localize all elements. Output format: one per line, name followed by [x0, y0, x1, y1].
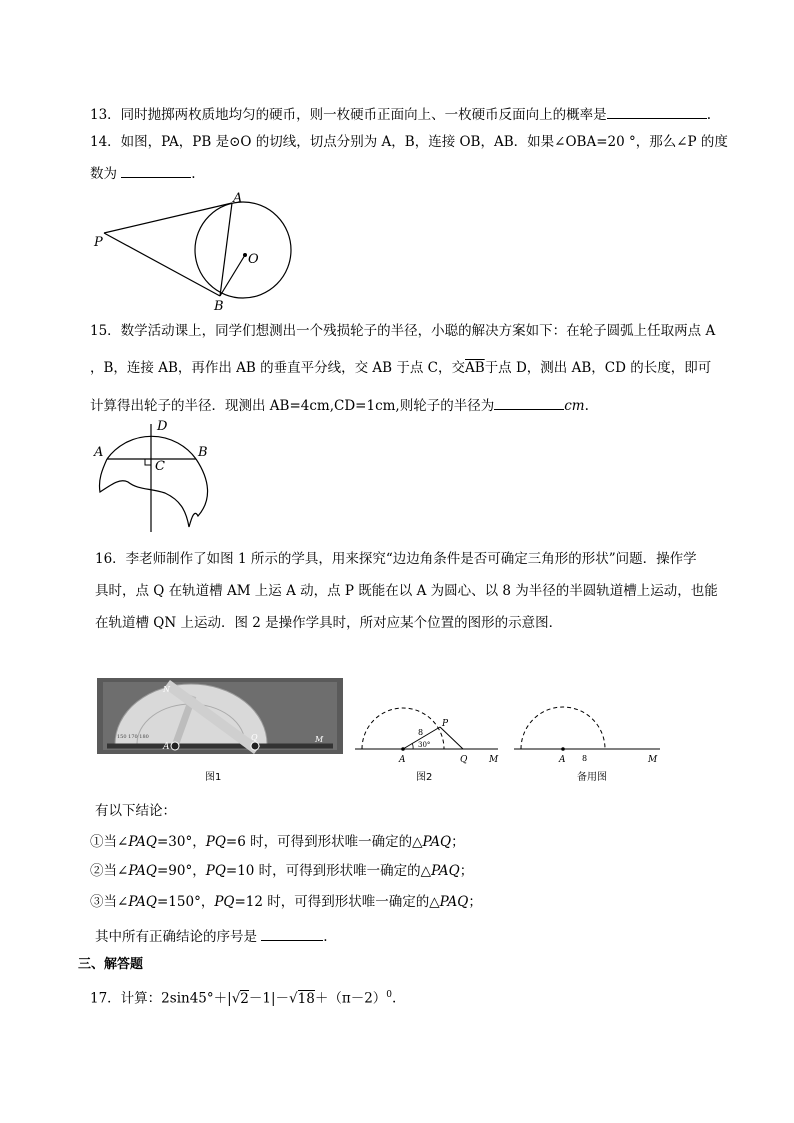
c2-post: =10 时，可得到形状唯一确定的△ [225, 863, 432, 879]
q17-sqrt-icon: √ [231, 990, 241, 1007]
q17-exponent: 0 [386, 990, 393, 1000]
q15-arc-ab: $\overline{AB}$ [465, 360, 485, 376]
q16-fig2-label-m: M [489, 755, 499, 765]
q16-fig3-label-m: M [648, 755, 658, 765]
q15-label-a: A [94, 445, 104, 460]
q14-label-p: P [94, 235, 103, 250]
q14-label-a: A [233, 191, 243, 206]
q17-radicand-1: 2 [240, 990, 249, 1007]
q16-fig1-label-m: M [315, 735, 324, 744]
c1-end: ； [451, 834, 465, 850]
q15-label-b: B [198, 445, 208, 460]
c2-end: ； [459, 863, 474, 879]
section-3-title: 三、解答题 [78, 957, 144, 972]
q17-end: . [392, 990, 397, 1007]
q16-fig3-semicircle [521, 707, 605, 749]
q16-answer-blank [261, 926, 323, 941]
q15-end: . [584, 398, 589, 414]
q16-fig1-label-q: Q [251, 733, 258, 742]
q16-fig3-caption: 备用图 [577, 772, 607, 783]
q16-ask [95, 926, 328, 946]
c3-num: ③ [90, 894, 104, 910]
c2-mid: =90°， [156, 863, 206, 879]
q16-line2: 具时，点 Q 在轨道槽 AM 上运 A 动，点 P 既能在以 A 为圆心、以 8 为半径的半圆轨道槽上运动，也能 [95, 583, 718, 599]
c1-seg: PQ [205, 834, 226, 850]
c3-post: =12 时，可得到形状唯一确定的△ [234, 894, 440, 910]
q16-fig2-caption: 图2 [416, 772, 433, 783]
q16-intro: 有以下结论： [95, 803, 176, 819]
q15-line3-text: 计算得出轮子的半径．现测出 AB=4cm,CD=1cm,则轮子的半径为 [90, 398, 495, 414]
c1-mid: =30°， [156, 834, 206, 850]
q13-end: . [706, 107, 711, 123]
c1-num: ① [90, 834, 104, 850]
c2-pre: 当∠ [103, 863, 129, 879]
q16-line3: 在轨道槽 QN 上运动．图 2 是操作学具时，所对应某个位置的图形的示意图． [95, 615, 563, 631]
q16-fig2-angle: 30° [418, 741, 431, 749]
q14-line2-text: 数为 [90, 166, 117, 182]
q17-mid: －1|－ [248, 990, 290, 1007]
q14-end: . [191, 166, 196, 182]
q16-fig3-len: 8 [582, 754, 588, 763]
q16-fig2-label-p: P [442, 719, 449, 729]
c2-seg: PQ [205, 863, 226, 879]
q17-post: ＋（π－2） [314, 990, 387, 1007]
q17-radicand-2: 18 [297, 990, 315, 1007]
q16-fig2-label-a: A [399, 755, 406, 765]
q13-text: 13．同时抛掷两枚质地均匀的硬币，则一枚硬币正面向上、一枚硬币反面向上的概率是 [90, 107, 607, 123]
q16-fig2-len: 8 [418, 728, 424, 737]
q17-line [90, 986, 396, 1008]
q16-ask-text: 其中所有正确结论的序号是 [95, 929, 257, 945]
c3-pre: 当∠ [103, 894, 129, 910]
q16-fig1-label-n: N [163, 685, 170, 694]
c3-tri: PAQ [439, 894, 469, 910]
c1-tri: PAQ [422, 834, 452, 850]
q14-label-b: B [214, 299, 224, 314]
c2-tri: PAQ [431, 863, 460, 879]
c2-ang: PAQ [128, 863, 157, 879]
c3-ang: PAQ [128, 894, 157, 910]
q16-conclusion-1 [90, 833, 465, 851]
q17-pre: 17．计算：2sin45°＋| [90, 990, 232, 1007]
q14-label-o: O [248, 252, 259, 267]
q16-fig1-label-a: A [163, 742, 170, 752]
q15-line1: 15．数学活动课上，同学们想测出一个残损轮子的半径，小聪的解决方案如下：在轮子圆弧上任取两点 A [90, 323, 716, 339]
q16-fig2-label-q: Q [460, 755, 468, 765]
c3-end: ； [468, 894, 482, 910]
c3-mid: =150°， [156, 894, 215, 910]
c1-pre: 当∠ [103, 834, 129, 850]
c2-num: ② [90, 863, 104, 879]
q16-fig1-ticks: 150 170 180 [117, 734, 149, 740]
q16-end: . [323, 929, 328, 945]
q14-line1: 14．如图，PA，PB 是⊙O 的切线，切点分别为 A，B，连接 OB，AB．如果∠OBA=20 °，那么∠P 的度 [90, 134, 728, 150]
q15-line2b: 于点 D，测出 AB，CD 的长度，即可 [484, 360, 712, 376]
q15-unit: cm [564, 398, 585, 414]
q15-line2a: ，B，连接 AB，再作出 AB 的垂直平分线，交 AB 于点 C，交 [90, 360, 466, 376]
c1-post: =6 时，可得到形状唯一确定的△ [225, 834, 423, 850]
q16-conclusion-2 [90, 862, 473, 880]
q15-label-d: D [157, 419, 168, 434]
c3-seg: PQ [214, 894, 235, 910]
q16-line1: 16．李老师制作了如图 1 所示的学具，用来探究“边边角条件是否可确定三角形的形状”问题．操作学 [95, 551, 697, 567]
q16-conclusion-3 [90, 893, 482, 911]
q16-fig3-label-a: A [559, 755, 566, 765]
q17-sqrt-icon-2: √ [289, 990, 298, 1007]
q15-label-c: C [155, 459, 165, 474]
c1-ang: PAQ [128, 834, 157, 850]
q16-fig1-caption: 图1 [205, 772, 222, 783]
